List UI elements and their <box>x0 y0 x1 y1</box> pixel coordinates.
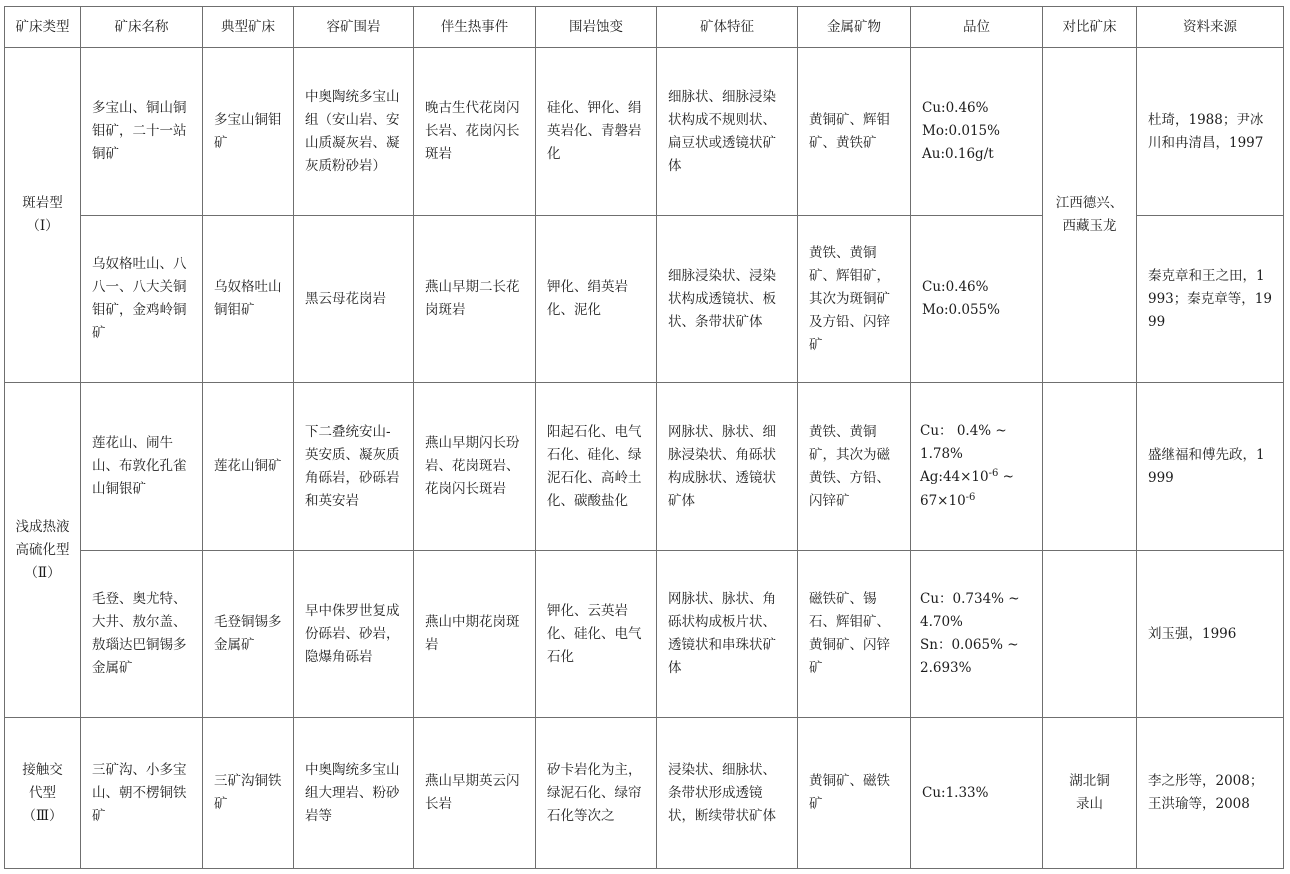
comparison-deposit-cell <box>1043 718 1137 869</box>
comparison-deposit-cell <box>1043 48 1137 383</box>
table-row <box>5 48 1284 216</box>
deposit-type-cell <box>5 383 81 718</box>
grade-line-ag: $Ag:44\times 10^{-6}$ ~ <box>920 467 1014 485</box>
grade-cell <box>911 551 1043 718</box>
header-typical-deposit: 典型矿床 <box>203 7 294 48</box>
deposit-name-cell: 多宝山、铜山铜钼矿，二十一站铜矿 <box>81 48 203 216</box>
grade-line: Cu:0.46% <box>922 279 989 295</box>
orebody-cell: 细脉状、细脉浸染状构成不规则状、扁豆状或透镜状矿体 <box>657 48 798 216</box>
header-data-source: 资料来源 <box>1137 7 1284 48</box>
alteration-cell: 阳起石化、电气石化、硅化、绿泥石化、高岭土化、碳酸盐化 <box>536 383 657 551</box>
deposit-type-label: 浅成热液 <box>15 518 70 535</box>
header-thermal-event: 伴生热事件 <box>414 7 536 48</box>
comparison-deposit-line: 湖北铜 <box>1069 773 1110 789</box>
header-wallrock-alteration: 围岩蚀变 <box>536 7 657 48</box>
thermal-event-cell: 晚古生代花岗闪长岩、花岗闪长斑岩 <box>414 48 536 216</box>
comparison-deposit-cell <box>1043 551 1137 718</box>
host-rock-cell: 黑云母花岗岩 <box>294 216 414 383</box>
source-cell: 李之彤等，2008；王洪瑜等，2008 <box>1137 718 1284 869</box>
grade-exponent: -6 <box>988 467 999 479</box>
deposit-type-number: （Ⅲ） <box>22 807 63 824</box>
header-deposit-type: 矿床类型 <box>5 7 81 48</box>
grade-line: Cu： 0.4% ~ <box>920 422 1007 439</box>
grade-line: 4.70% <box>920 614 963 630</box>
typical-deposit-cell: 多宝山铜钼矿 <box>203 48 294 216</box>
source-cell: 盛继福和傅先政，1999 <box>1137 383 1284 551</box>
deposit-name-cell: 乌奴格吐山、八八一、八大关铜钼矿，金鸡岭铜矿 <box>81 216 203 383</box>
minerals-cell: 黄铁、黄铜矿、辉钼矿，其次为斑铜矿及方铅、闪锌矿 <box>798 216 911 383</box>
host-rock-cell: 中奥陶统多宝山组（安山岩、安山质凝灰岩、凝灰质粉砂岩） <box>294 48 414 216</box>
comparison-deposit-line: 江西德兴、 <box>1055 195 1124 211</box>
minerals-cell: 黄铜矿、磁铁矿 <box>798 718 911 869</box>
deposit-type-cell <box>5 48 81 383</box>
orebody-cell: 细脉浸染状、浸染状构成透镜状、板状、条带状矿体 <box>657 216 798 383</box>
deposit-type-label: 代型 <box>29 784 56 801</box>
grade-cell <box>911 383 1043 551</box>
deposit-name-cell: 莲花山、闹牛山、布敦化孔雀山铜银矿 <box>81 383 203 551</box>
grade-line-ag-upper <box>920 490 1033 514</box>
grade-line: Mo:0.015% <box>922 123 1000 139</box>
host-rock-cell: 早中侏罗世复成份砾岩、砂岩，隐爆角砾岩 <box>294 551 414 718</box>
comparison-deposit-line: 西藏玉龙 <box>1062 218 1117 234</box>
host-rock-cell: 下二叠统安山-英安质、凝灰质角砾岩，砂砾岩和英安岩 <box>294 383 414 551</box>
grade-cell <box>911 48 1043 216</box>
grade-line: 1.78% <box>920 445 963 462</box>
table-row <box>5 551 1284 718</box>
thermal-event-cell: 燕山中期花岗斑岩 <box>414 551 536 718</box>
thermal-event-cell: 燕山早期闪长玢岩、花岗斑岩、花岗闪长斑岩 <box>414 383 536 551</box>
grade-line: Cu：0.734% ~ <box>920 591 1020 607</box>
header-comparison-deposit: 对比矿床 <box>1043 7 1137 48</box>
comparison-deposit-cell <box>1043 383 1137 551</box>
typical-deposit-cell: 毛登铜锡多金属矿 <box>203 551 294 718</box>
grade-cell <box>911 216 1043 383</box>
typical-deposit-cell: 乌奴格吐山铜钼矿 <box>203 216 294 383</box>
deposit-type-cell <box>5 718 81 869</box>
grade-ag-upper: 67×10 <box>920 492 966 509</box>
alteration-cell: 矽卡岩化为主，绿泥石化、绿帘石化等次之 <box>536 718 657 869</box>
source-cell: 秦克章和王之田，1993；秦克章等，1999 <box>1137 216 1284 383</box>
source-cell: 刘玉强，1996 <box>1137 551 1284 718</box>
header-row <box>5 7 1284 48</box>
deposit-type-number: （Ⅱ） <box>24 564 61 581</box>
minerals-cell: 黄铜矿、辉钼矿、黄铁矿 <box>798 48 911 216</box>
minerals-cell: 磁铁矿、锡石、辉钼矿、黄铜矿、闪锌矿 <box>798 551 911 718</box>
deposit-type-label: 斑岩型 <box>22 195 63 211</box>
grade-line: Sn：0.065% ~ <box>920 637 1019 653</box>
orebody-cell: 网脉状、脉状、细脉浸染状、角砾状构成脉状、透镜状矿体 <box>657 383 798 551</box>
typical-deposit-cell: 莲花山铜矿 <box>203 383 294 551</box>
header-metal-minerals: 金属矿物 <box>798 7 911 48</box>
header-host-rock: 容矿围岩 <box>294 7 414 48</box>
grade-line: Cu:1.33% <box>922 784 989 801</box>
grade-cell <box>911 718 1043 869</box>
ore-deposit-table <box>4 6 1284 869</box>
header-orebody-features: 矿体特征 <box>657 7 798 48</box>
header-deposit-name: 矿床名称 <box>81 7 203 48</box>
minerals-cell: 黄铁、黄铜矿，其次为磁黄铁、方铅、闪锌矿 <box>798 383 911 551</box>
thermal-event-cell: 燕山早期英云闪长岩 <box>414 718 536 869</box>
deposit-name-cell: 毛登、奥尤特、大井、敖尔盖、敖瑙达巴铜锡多金属矿 <box>81 551 203 718</box>
thermal-event-cell: 燕山早期二长花岗斑岩 <box>414 216 536 383</box>
header-grade: 品位 <box>911 7 1043 48</box>
deposit-name-cell: 三矿沟、小多宝山、朝不楞铜铁矿 <box>81 718 203 869</box>
orebody-cell: 浸染状、细脉状、条带状形成透镜状，断续带状矿体 <box>657 718 798 869</box>
table-row <box>5 718 1284 869</box>
deposit-type-label: 接触交 <box>22 761 63 778</box>
alteration-cell: 钾化、云英岩化、硅化、电气石化 <box>536 551 657 718</box>
source-cell: 杜琦，1988；尹冰川和冉清昌，1997 <box>1137 48 1284 216</box>
orebody-cell: 网脉状、脉状、角砾状构成板片状、透镜状和串珠状矿体 <box>657 551 798 718</box>
table-row <box>5 383 1284 551</box>
host-rock-cell: 中奥陶统多宝山组大理岩、粉砂岩等 <box>294 718 414 869</box>
grade-line: 2.693% <box>920 660 972 676</box>
deposit-type-number: （Ⅰ） <box>26 218 59 234</box>
deposit-type-label: 高硫化型 <box>15 541 70 558</box>
grade-line: Cu:0.46% <box>922 100 989 116</box>
alteration-cell: 硅化、钾化、绢英岩化、青磐岩化 <box>536 48 657 216</box>
grade-exponent: -6 <box>965 491 976 503</box>
grade-line: Mo:0.055% <box>922 302 1000 318</box>
comparison-deposit-line: 录山 <box>1076 796 1103 812</box>
typical-deposit-cell: 三矿沟铜铁矿 <box>203 718 294 869</box>
grade-ag-base: Ag:44×10 <box>920 468 989 485</box>
alteration-cell: 钾化、绢英岩化、泥化 <box>536 216 657 383</box>
grade-line: Au:0.16g/t <box>922 146 994 162</box>
